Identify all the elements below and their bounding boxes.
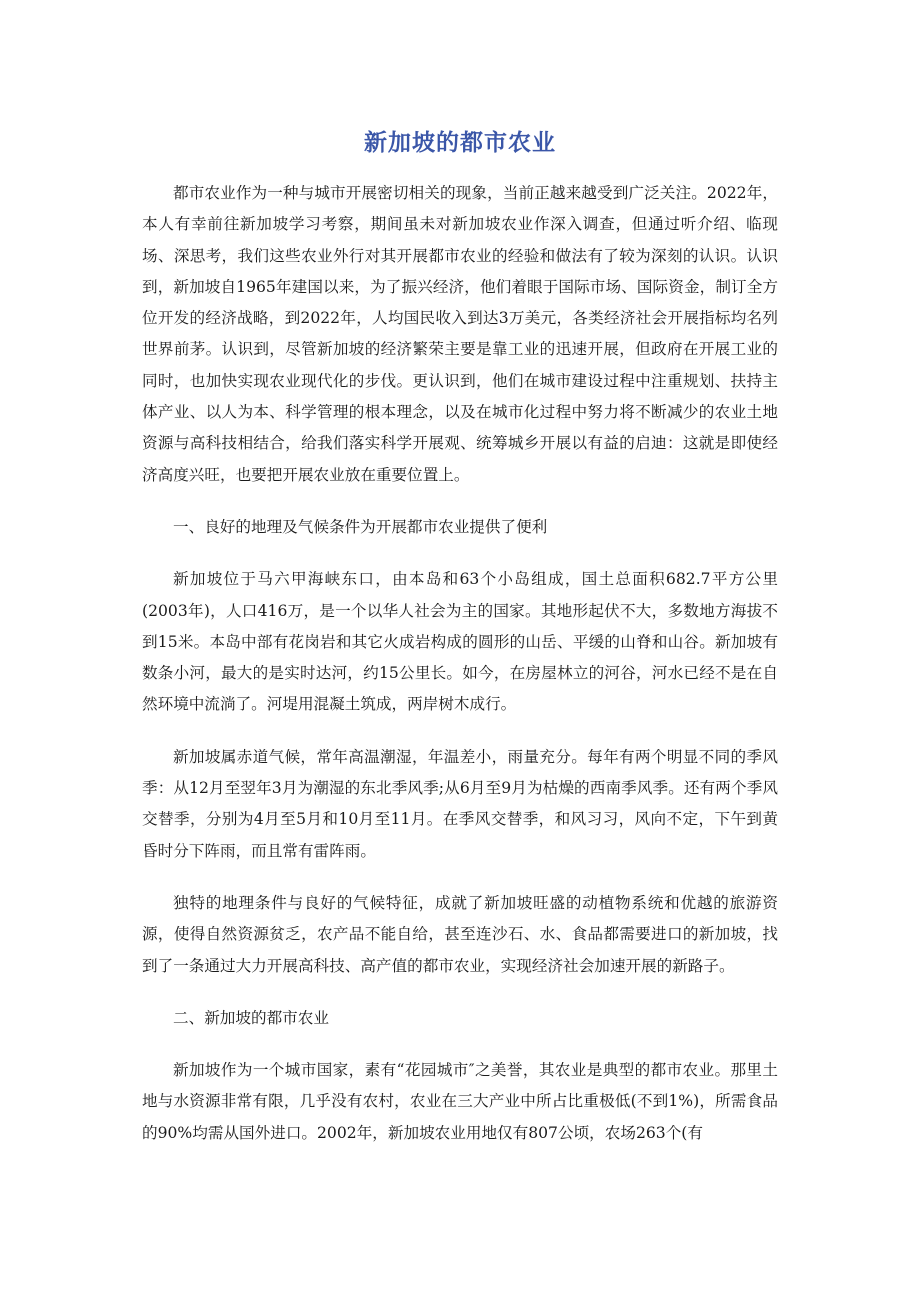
paragraph-urban-agriculture: 新加坡作为一个城市国家，素有“花园城市″之美誉，其农业是典型的都市农业。那里土地与水资源非常有限，几乎没有农村，农业在三大产业中所占比重极低(不到1%)，所需食品的90%均需从国外进口。2002年，新加坡农业用地仅有807公顷，农场263个(有	[142, 1061, 778, 1142]
section-heading-2: 二、新加坡的都市农业	[173, 1008, 329, 1027]
document-title: 新加坡的都市农业	[364, 130, 556, 156]
paragraph-intro: 都市农业作为一种与城市开展密切相关的现象，当前正越来越受到广泛关注。2022年，本人有幸前往新加坡学习考察，期间虽未对新加坡农业作深入调查，但通过听介绍、临现场、深思考，我们这些农业外行对其开展都市农业的经验和做法有了较为深刻的认识。认识到，新加坡自1965年建国以来，为了振兴经济，他们着眼于国际市场、国际资金，制订全方位开发的经济战略，到2022年，人均国民收入到达3万美元，各类经济社会开展指标均名列世界前茅。认识到，尽管新加坡的经济繁荣主要是靠工业的迅速开展，但政府在开展工业的同时，也加快实现农业现代化的步伐。更认识到，他们在城市建设过程中注重规划、扶持主体产业、以人为本、科学管理的根本理念，以及在城市化过程中努力将不断减少的农业土地资源与高科技相结合，给我们落实科学开展观、统筹城乡开展以有益的启迪：这就是即使经济高度兴旺，也要把开展农业放在重要位置上。	[142, 184, 778, 484]
paragraph-climate: 新加坡属赤道气候，常年高温潮湿，年温差小，雨量充分。每年有两个明显不同的季风季：从12月至翌年3月为潮湿的东北季风季;从6月至9月为枯燥的西南季风季。还有两个季风交替季，分别为4月至5月和10月至11月。在季风交替季，和风习习，风向不定，下午到黄昏时分下阵雨，而且常有雷阵雨。	[142, 747, 778, 860]
paragraph-conditions: 独特的地理条件与良好的气候特征，成就了新加坡旺盛的动植物系统和优越的旅游资源，使得自然资源贫乏，农产品不能自给，甚至连沙石、水、食品都需要进口的新加坡，找到了一条通过大力开展高科技、高产值的都市农业，实现经济社会加速开展的新路子。	[142, 893, 778, 975]
document-body	[142, 178, 778, 1149]
paragraph-geography: 新加坡位于马六甲海峡东口，由本岛和63个小岛组成，国土总面积682.7平方公里(2003年)，人口416万，是一个以华人社会为主的国家。其地形起伏不大，多数地方海拔不到15米。本岛中部有花岗岩和其它火成岩构成的圆形的山岳、平缓的山脊和山谷。新加坡有数条小河，最大的是实时达河，约15公里长。如今，在房屋林立的河谷，河水已经不是在自然环境中流淌了。河堤用混凝土筑成，两岸树木成行。	[142, 570, 778, 714]
section-heading-1: 一、良好的地理及气候条件为开展都市农业提供了便利	[173, 517, 548, 536]
